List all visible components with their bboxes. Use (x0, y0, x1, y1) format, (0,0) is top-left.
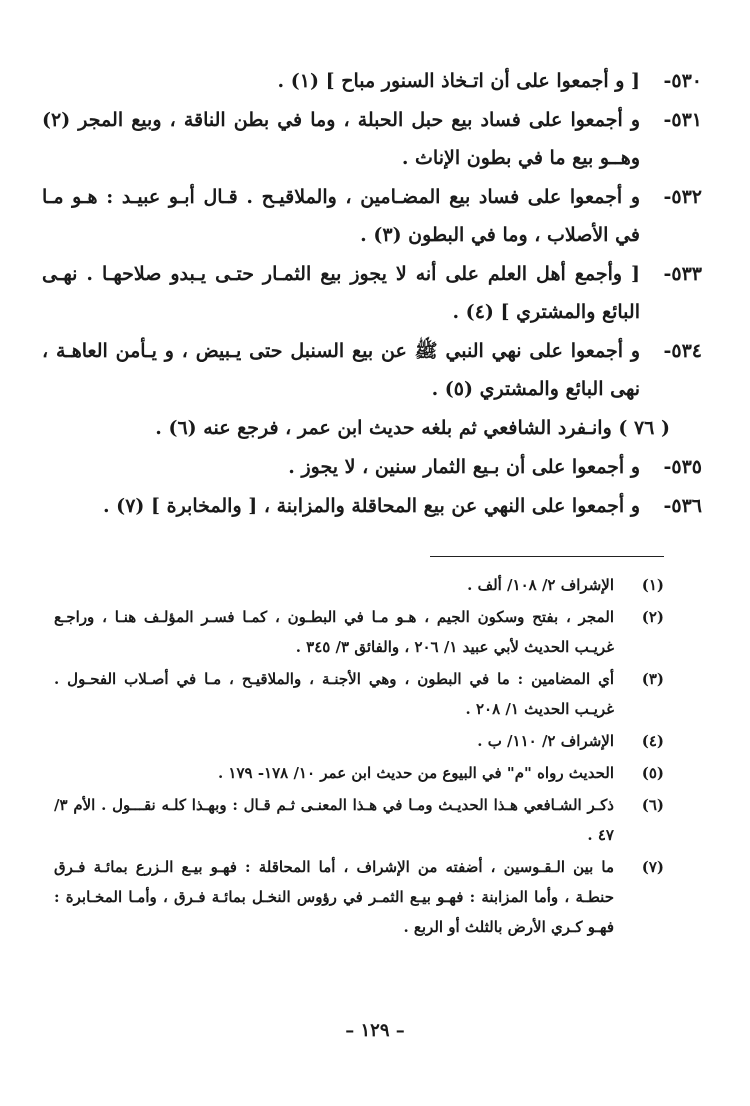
footnote-text: الإشراف ٢/ ١١٠/ ب . (477, 732, 614, 750)
entry-534 (42, 332, 702, 408)
footnote-mark: (٧) (641, 858, 664, 876)
entry-number: ٥٣٥- (663, 456, 702, 478)
entry-note-76 (42, 409, 702, 447)
footnote-mark: (٢) (641, 608, 664, 626)
entry-number: ٥٣٠- (663, 70, 702, 92)
footnote-text: المجر ، بفتح وسكون الجيم ، هـو مـا في البطـون ، كمـا فسـر المؤلـف هنـا ، وراجـع غريـب الحديث لأبي عبيد ١/ ٢٠٦ ، والفائق ٣/ ٣٤٥ . (54, 608, 614, 656)
entry-text: و أجمعوا على أن بـيع الثمار سنين ، لا يجوز . (288, 456, 640, 478)
footnote-6 (54, 790, 664, 850)
footnote-mark: (٣) (641, 670, 664, 688)
entry-532 (42, 178, 702, 254)
entry-text: و أجمعوا على فساد بيع حبل الحبلة ، وما في بطن الناقة ، وبيع المجر (٢) وهــو بيع ما في بطون الإناث . (42, 109, 640, 169)
entry-number: ٥٣٢- (663, 186, 702, 208)
entry-533 (42, 255, 702, 331)
footnote-mark: (٦) (641, 796, 664, 814)
footnote-text: أي المضامين : ما في البطون ، وهي الأجنـة ، والملاقيـح ، مـا في أصـلاب الفحـول . غريـب الحديث ١/ ٢٠٨ . (54, 670, 614, 718)
entry-number: ٥٣٤- (663, 340, 702, 362)
entry-number: ٥٣٦- (663, 495, 702, 517)
entry-530 (42, 62, 702, 100)
footnote-divider (430, 556, 664, 557)
entry-text: و أجمعوا على فساد بيع المضـامين ، والملاقيـح . قـال أبـو عبيـد : هـو مـا في الأصلاب ، وما في البطون (٣) . (42, 186, 640, 246)
footnote-3 (54, 664, 664, 724)
footnote-text: ذكـر الشـافعي هـذا الحديـث ومـا في هـذا المعنـى ثـم قـال : وبهـذا كلـه نقـــول . الأم ٣/ ٤٧ . (54, 796, 614, 844)
entry-text: و أجمعوا على النهي عن بيع المحاقلة والمزابنة ، [ والمخابرة ] (٧) . (102, 495, 640, 517)
footnote-text: الإشراف ٢/ ١٠٨/ ألف . (467, 576, 614, 594)
footnote-mark: (١) (641, 576, 664, 594)
footnote-mark: (٤) (641, 732, 664, 750)
footnote-2 (54, 602, 664, 662)
entry-536 (42, 487, 702, 525)
entry-531 (42, 101, 702, 177)
entry-text: ( ٧٦ ) وانـفرد الشافعي ثم بلغه حديث ابن عمر ، فرجع عنه (٦) . (155, 417, 670, 439)
entry-535 (42, 448, 702, 486)
entry-text: و أجمعوا على نهي النبي ﷺ عن بيع السنبل حتى يـبيض ، و يـأمن العاهـة ، نهى البائع والمشتري (٥) . (42, 340, 640, 400)
entry-text: [ وأجمع أهل العلم على أنه لا يجوز بيع الثمـار حتـى يـبدو صلاحهـا . نهـى البائع والمشتري ] (٤) . (42, 263, 640, 323)
footnote-text: ما بين الـقـوسين ، أضفته من الإشراف ، أما المحاقلة : فهـو بيـع الـزرع بمائـة فـرق حنطـة ، وأما المزابنة : فهـو بيـع الثمـر في رؤوس النخـل بمائـة فـرق ، وأمـا المخـابرة : فهـو كـري الأرض بالثلث أو الربع . (54, 858, 614, 936)
main-text (42, 62, 702, 526)
footnote-4 (54, 726, 664, 756)
footnotes (54, 570, 664, 944)
footnote-5 (54, 758, 664, 788)
entry-text: [ و أجمعوا على أن اتـخاذ السنور مباح ] (١) . (277, 70, 640, 92)
footnote-1 (54, 570, 664, 600)
footnote-7 (54, 852, 664, 942)
entry-number: ٥٣٣- (663, 263, 702, 285)
entry-number: ٥٣١- (663, 109, 702, 131)
footnote-mark: (٥) (641, 764, 664, 782)
footnote-text: الحديث رواه "م" في البيوع من حديث ابن عمر ١٠/ ١٧٨- ١٧٩ . (217, 764, 614, 782)
page-number: – ١٢٩ – (345, 1020, 405, 1041)
